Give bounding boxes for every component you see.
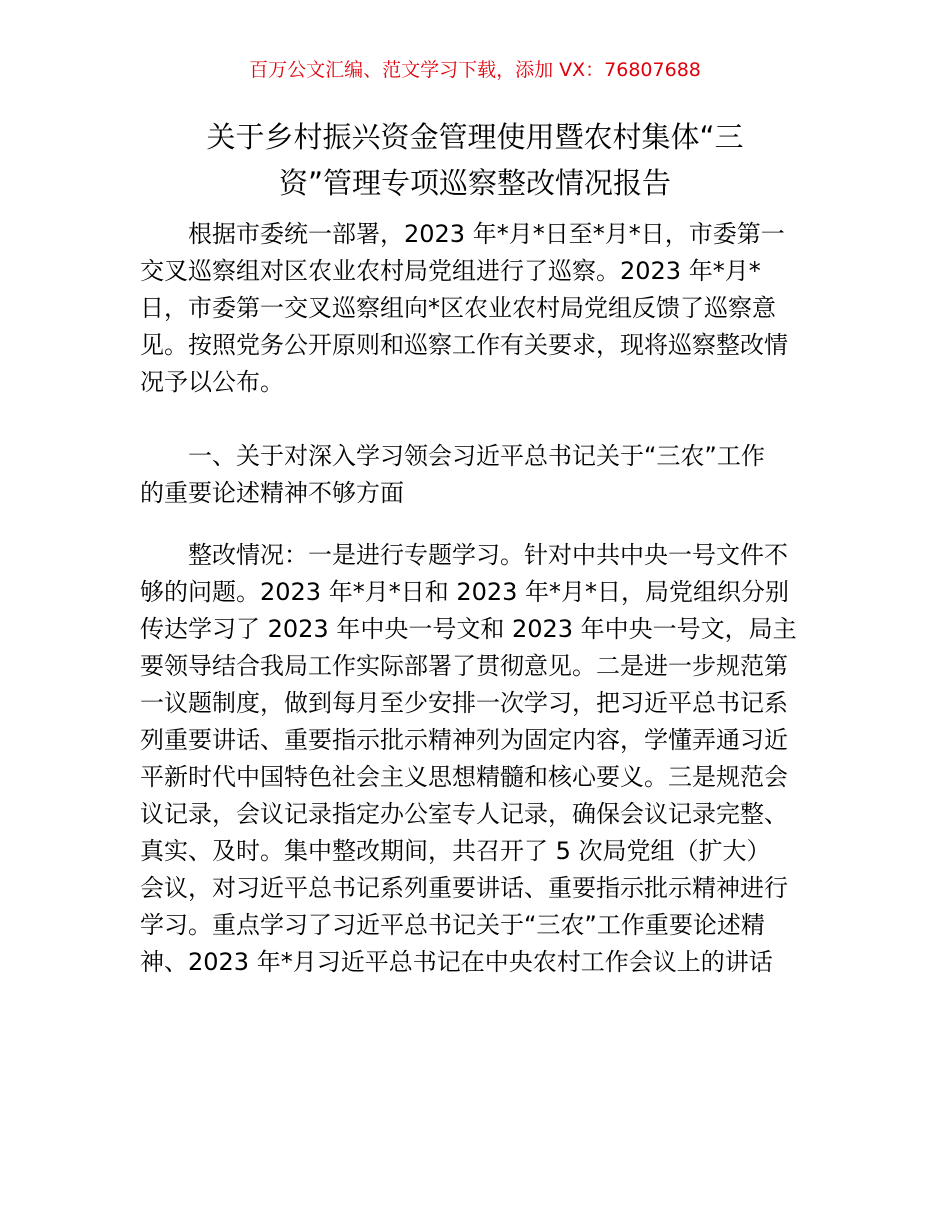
document-title [140, 114, 810, 206]
title-line: 关于乡村振兴资金管理使用暨农村集体“三 [206, 120, 744, 154]
text-line: 会议，对习近平总书记系列重要讲话、重要指示批示精神进行 [140, 874, 788, 902]
text-line: 要领导结合我局工作实际部署了贯彻意见。二是进一步规范第 [140, 652, 788, 680]
text-line: 根据市委统一部署，2023 年*月*日至*月*日，市委第一 [188, 220, 785, 248]
text-line: 议记录，会议记录指定办公室专人记录，确保会议记录完整、 [140, 800, 788, 828]
text-line: 的重要论述精神不够方面 [140, 479, 404, 507]
text-line: 平新时代中国特色社会主义思想精髓和核心要义。三是规范会 [140, 763, 788, 791]
text-line: 列重要讲话、重要指示批示精神列为固定内容，学懂弄通习近 [140, 726, 788, 754]
text-line: 况予以公布。 [140, 368, 284, 396]
text-line: 学习。重点学习了习近平总书记关于“三农”工作重要论述精 [140, 911, 765, 939]
text-line: 够的问题。2023 年*月*日和 2023 年*月*日，局党组织分别 [140, 578, 790, 606]
text-line: 交叉巡察组对区农业农村局党组进行了巡察。2023 年*月* [140, 257, 761, 285]
text-line: 一议题制度，做到每月至少安排一次学习，把习近平总书记系 [140, 689, 788, 717]
text-line: 一、关于对深入学习领会习近平总书记关于“三农”工作 [188, 442, 765, 470]
title-line: 资”管理专项巡察整改情况报告 [278, 166, 672, 200]
text-line: 日，市委第一交叉巡察组向*区农业农村局党组反馈了巡察意 [140, 294, 776, 322]
text-line: 传达学习了 2023 年中央一号文和 2023 年中央一号文，局主 [140, 615, 797, 643]
paragraph-rectification [140, 537, 812, 981]
text-line: 整改情况：一是进行专题学习。针对中共中央一号文件不 [188, 541, 788, 569]
section-heading-one [140, 438, 812, 512]
promo-header: 百万公文汇编、范文学习下载，添加 VX：76807688 [249, 59, 701, 81]
text-line: 真实、及时。集中整改期间，共召开了 5 次局党组（扩大） [140, 837, 771, 865]
text-line: 见。按照党务公开原则和巡察工作有关要求，现将巡察整改情 [140, 331, 788, 359]
paragraph-intro [140, 216, 812, 401]
text-line: 神、2023 年*月习近平总书记在中央农村工作会议上的讲话 [140, 948, 773, 976]
